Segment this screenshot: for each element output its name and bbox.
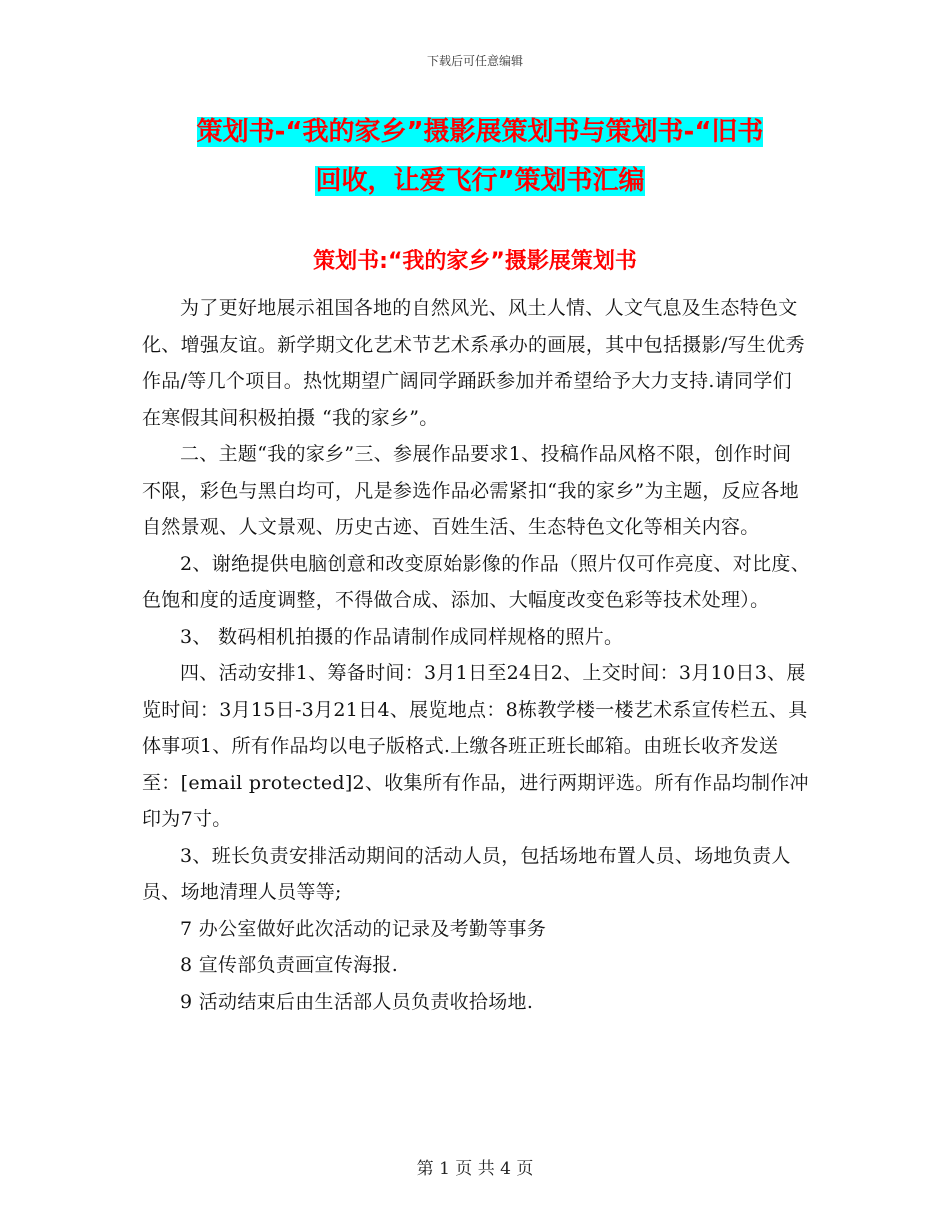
section-title: 策划书:“我的家乡”摄影展策划书: [313, 249, 637, 274]
header-note: 下载后可任意编辑: [426, 54, 523, 68]
paragraph: 7 办公室做好此次活动的记录及考勤等事务: [180, 917, 547, 940]
title-line-2: 回收，让爱飞行”策划书汇编: [315, 166, 645, 196]
paragraph: 四、活动安排1、筹备时间：3月1日至24日2、上交时间：3月10日3、展览时间：3月15日-3月21日4、展览地点：8栋教学楼一楼艺术系宣传栏五、具体事项1、所有作品均以电子版格式.上缴各班正班长邮箱。由班长收齐发送至：[email protected]2、收集所有作品，进行两期评选。所有作品均制作冲印为7寸。: [142, 662, 809, 830]
document-title: [150, 108, 810, 206]
paragraph: 为了更好地展示祖国各地的自然风光、风土人情、人文气息及生态特色文化、增强友谊。新学期文化艺术节艺术系承办的画展，其中包括摄影/写生优秀作品/等几个项目。热忱期望广阔同学踊跃参加并希望给予大力支持.请同学们在寒假其间积极拍摄 “我的家乡”。: [142, 297, 805, 429]
paragraph: 二、主题“我的家乡”三、参展作品要求1、投稿作品风格不限，创作时间不限，彩色与黑白均可，凡是参选作品必需紧扣“我的家乡”为主题，反应各地自然景观、人文景观、历史古迹、百姓生活、生态特色文化等相关内容。: [142, 443, 799, 538]
paragraph: 3、 数码相机拍摄的作品请制作成同样规格的照片。: [180, 625, 624, 648]
document-body: [142, 290, 810, 1020]
title-line-1: 策划书-“我的家乡”摄影展策划书与策划书-“旧书: [196, 117, 764, 147]
paragraph: 3、班长负责安排活动期间的活动人员，包括场地布置人员、场地负责人员、场地清理人员等等;: [142, 844, 791, 903]
page-number-footer: 第 1 页 共 4 页: [416, 1159, 534, 1179]
paragraph: 8 宣传部负责画宣传海报.: [180, 954, 399, 976]
paragraph: 9 活动结束后由生活部人员负责收拾场地.: [180, 990, 534, 1013]
paragraph: 2、谢绝提供电脑创意和改变原始影像的作品（照片仅可作亮度、对比度、色饱和度的适度调整，不得做合成、添加、大幅度改变色彩等技术处理）。: [142, 552, 810, 611]
